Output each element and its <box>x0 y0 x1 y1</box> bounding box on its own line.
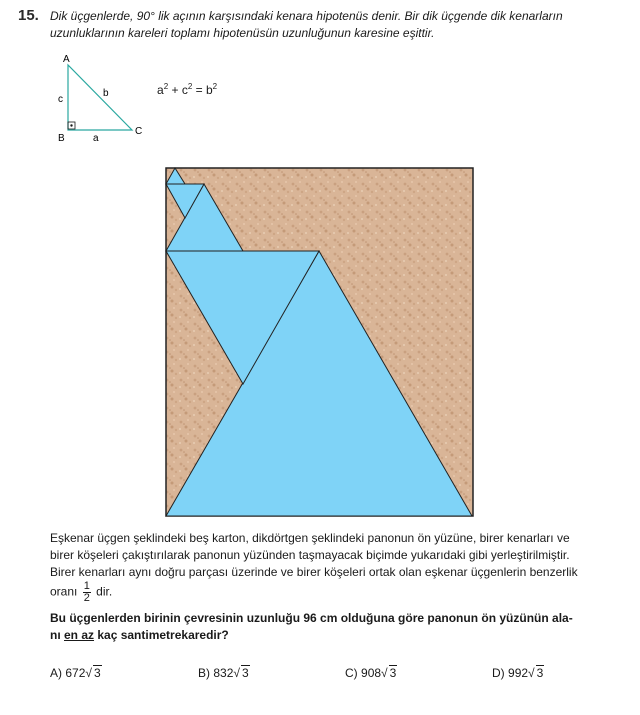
vertex-label-c: C <box>135 126 143 137</box>
sqrt-symbol: √ 3 <box>233 666 249 680</box>
vertex-label-b: B <box>58 133 65 144</box>
board-figure <box>164 166 476 518</box>
right-angle-dot <box>70 124 72 126</box>
question-intro <box>50 8 622 42</box>
right-triangle-shape <box>68 65 132 130</box>
question-number: 15. <box>18 7 39 24</box>
option-c[interactable]: C) 908√ 3 <box>345 666 397 680</box>
sqrt-symbol: √ 3 <box>381 666 397 680</box>
sqrt-symbol: √ 3 <box>85 666 101 680</box>
description-line-2: birer köşeleri çakıştırılarak panonun yüzünden taşmayacak biçimde yukarıdaki gibi yerleştirilmiştir. <box>50 548 570 562</box>
side-label-b: b <box>103 88 109 99</box>
ratio-fraction: $\frac{1}{2}$ <box>83 580 90 604</box>
question-prompt <box>50 610 630 644</box>
emphasis-underline: en az <box>64 628 95 642</box>
option-a[interactable]: A) 672√ 3 <box>50 666 101 680</box>
sqrt-symbol: √ 3 <box>528 666 544 680</box>
prompt-line-1: Bu üçgenlerden birinin çevresinin uzunluğu 96 cm olduğuna göre panonun ön yüzünün ala- <box>50 611 573 625</box>
pythagorean-formula: $a^2 + c^2 = b^2$ <box>157 82 218 97</box>
right-triangle-figure <box>50 50 160 145</box>
intro-line-2: uzunluklarının kareleri toplamı hipotenüsün uzunluğunun karesine eşittir. <box>50 26 435 40</box>
option-b[interactable]: B) 832√ 3 <box>198 666 249 680</box>
side-label-c: c <box>58 94 63 105</box>
side-label-a: a <box>93 133 99 144</box>
description-line-3: Birer kenarları aynı doğru parçası üzerinde ve birer köşeleri ortak olan eşkenar üçgenlerin benzerlik <box>50 565 578 579</box>
intro-line-1: Dik üçgenlerde, 90° lik açının karşısındaki kenara hipotenüs denir. Bir dik üçgende dik kenarların <box>50 9 563 23</box>
vertex-label-a: A <box>63 54 70 65</box>
option-d[interactable]: D) 992√ 3 <box>492 666 544 680</box>
description-line-1: Eşkenar üçgen şeklindeki beş karton, dikdörtgen şeklindeki panonun ön yüzüne, birer kenarları ve <box>50 531 570 545</box>
description-line-4: oranı $\frac{1}{2}$ dir. <box>50 580 113 604</box>
prompt-line-2: nı en az kaç santimetrekaredir? <box>50 628 229 642</box>
problem-description <box>50 530 630 604</box>
